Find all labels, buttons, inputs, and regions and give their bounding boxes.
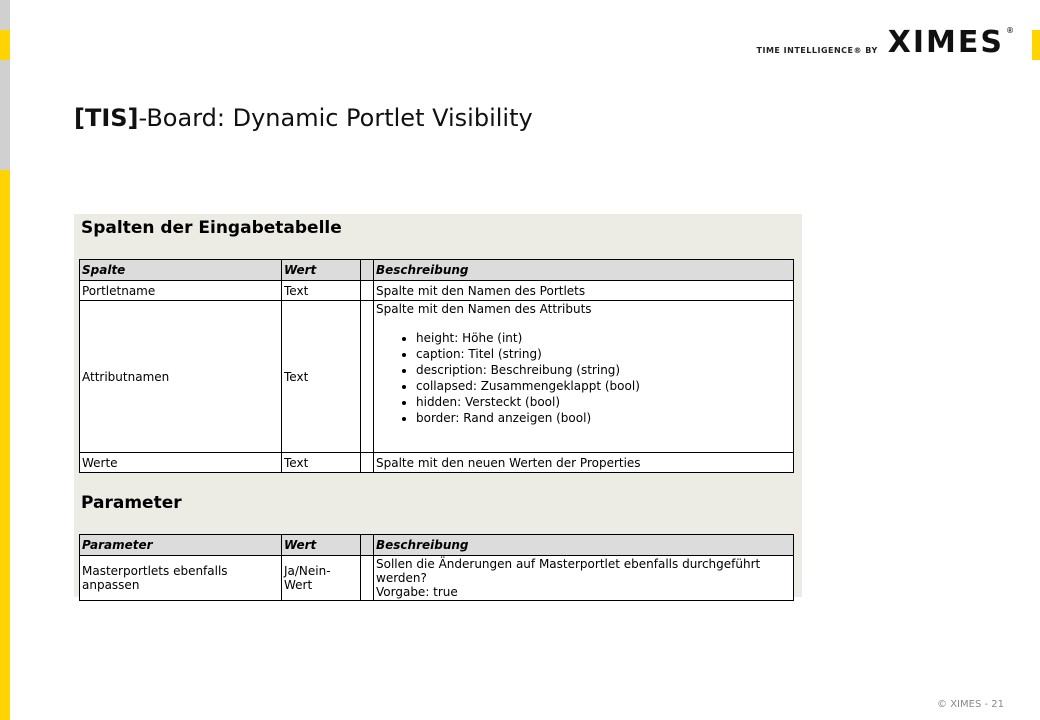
title-bold-part: [TIS] (74, 104, 139, 132)
cell-wert: Text (282, 453, 361, 473)
registered-mark: ® (1006, 26, 1014, 35)
footer-copyright: © XIMES - 21 (937, 699, 1004, 710)
description-intro: Spalte mit den Namen des Attributs (376, 302, 592, 316)
cell-wert: Ja/Nein-Wert (282, 556, 361, 601)
cell-spalte: Portletname (80, 281, 282, 301)
page-title (74, 104, 533, 132)
cell-wert: Text (282, 281, 361, 301)
header-cell-parameter: Parameter (80, 535, 282, 556)
header-cell-wert: Wert (282, 535, 361, 556)
header-cell-beschreibung: Beschreibung (374, 535, 794, 556)
brand-tagline: TIME INTELLIGENCE® BY (756, 45, 878, 55)
list-item: • caption: Titel (string) (416, 346, 791, 362)
cell-wert: Text (282, 301, 361, 453)
ximes-logo (887, 25, 1014, 60)
section-heading-parameter: Parameter (81, 493, 182, 513)
side-bar-grey-mid (0, 60, 10, 170)
header-cell-spalte: Spalte (80, 260, 282, 281)
cell-parameter: Masterportlets ebenfalls anpassen (80, 556, 282, 601)
cell-empty (361, 301, 374, 453)
cell-spalte: Werte (80, 453, 282, 473)
list-item: • height: Höhe (int) (416, 330, 791, 346)
header-cell-wert: Wert (282, 260, 361, 281)
title-rest: -Board: Dynamic Portlet Visibility (138, 104, 533, 132)
cell-beschreibung: Spalte mit den Namen des Portlets (374, 281, 794, 301)
parameter-table (79, 534, 794, 601)
description-line: Sollen die Änderungen auf Masterportlet ebenfalls durchgeführt werden? (376, 557, 761, 585)
table-header-row (80, 535, 794, 556)
side-bar-yellow-top (0, 30, 10, 60)
list-item: • border: Rand anzeigen (bool) (416, 410, 791, 426)
cell-spalte: Attributnamen (80, 301, 282, 453)
header-cell-empty (361, 260, 374, 281)
cell-empty (361, 556, 374, 601)
table-header-row (80, 260, 794, 281)
table-row (80, 453, 794, 473)
cell-empty (361, 453, 374, 473)
table-row (80, 301, 794, 453)
attribute-list (376, 330, 791, 426)
list-item: • collapsed: Zusammengeklappt (bool) (416, 378, 791, 394)
list-item: • description: Beschreibung (string) (416, 362, 791, 378)
side-bar-yellow-bottom (0, 170, 10, 720)
table-row (80, 556, 794, 601)
side-bar-grey-top (0, 0, 10, 30)
cell-beschreibung (374, 556, 794, 601)
section-heading-input-columns: Spalten der Eingabetabelle (81, 218, 342, 238)
input-columns-table (79, 259, 794, 473)
cell-beschreibung: Spalte mit den neuen Werten der Properties (374, 453, 794, 473)
logo-text: XIMES (887, 25, 1004, 60)
header-cell-empty (361, 535, 374, 556)
cell-beschreibung (374, 301, 794, 453)
description-line: Vorgabe: true (376, 585, 458, 599)
header-cell-beschreibung: Beschreibung (374, 260, 794, 281)
brand-header (756, 25, 1014, 60)
right-accent-bar (1032, 30, 1040, 60)
cell-empty (361, 281, 374, 301)
list-item: • hidden: Versteckt (bool) (416, 394, 791, 410)
table-row (80, 281, 794, 301)
